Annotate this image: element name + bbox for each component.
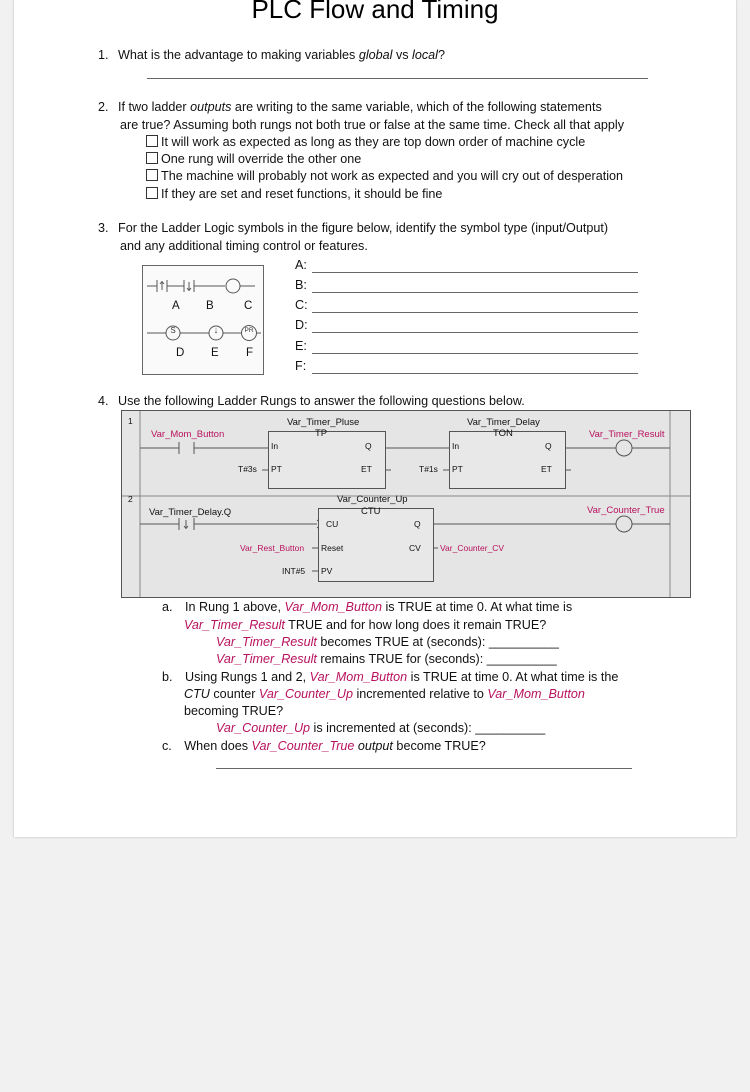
sub-question-c <box>162 738 486 755</box>
option-label: One rung will override the other one <box>161 152 362 166</box>
question-number: 1. <box>98 48 109 62</box>
tp-pin-et: ET <box>361 464 372 474</box>
option-label: It will work as expected as long as they are top down order of machine cycle <box>161 135 586 149</box>
label-f: F: <box>295 359 307 373</box>
var-counter-true-label: Var_Counter_True <box>587 505 665 516</box>
question-4 <box>98 393 525 411</box>
answer-line-a[interactable] <box>312 272 638 273</box>
tp-preset-value: T#3s <box>238 464 257 474</box>
ton-timer-block[interactable] <box>449 431 566 489</box>
question-number: 2. <box>98 100 109 114</box>
answer-line-b[interactable] <box>312 292 638 293</box>
sub-letter: c. <box>162 739 172 753</box>
page-title: PLC Flow and Timing <box>251 0 499 24</box>
tp-pin-q: Q <box>365 441 372 451</box>
label-c: C: <box>295 298 308 312</box>
var-ref: Var_Timer_Result <box>216 652 317 666</box>
answer-line-e[interactable] <box>312 353 638 354</box>
question-2 <box>98 99 602 117</box>
symbol-letter-a: A <box>172 300 180 312</box>
sub-text: Using Rungs 1 and 2, <box>185 670 310 684</box>
var-ref: Var_Timer_Result <box>216 635 317 649</box>
sub-text: is TRUE at time 0. At what time is the <box>407 670 619 684</box>
symbol-letter-b: B <box>206 300 214 312</box>
sub-question-a-line-2 <box>184 617 546 634</box>
var-mom-button-label: Var_Mom_Button <box>151 429 225 440</box>
checkbox[interactable] <box>146 135 158 147</box>
sub-text: TRUE and for how long does it remain TRUE? <box>284 618 547 632</box>
label-e: E: <box>295 339 307 353</box>
checkbox[interactable] <box>146 169 158 181</box>
sub-text: remains TRUE for (seconds): __________ <box>316 652 557 666</box>
ton-preset-value: T#1s <box>419 464 438 474</box>
question-text: vs <box>392 48 413 62</box>
question-text: are writing to the same variable, which of the following statements <box>231 100 602 114</box>
ton-pin-in: In <box>452 441 460 451</box>
ton-pin-pt: PT <box>452 464 463 474</box>
sub-question-b <box>162 669 618 686</box>
checkbox[interactable] <box>146 187 158 199</box>
answer-line-c[interactable] <box>216 768 632 769</box>
option-label: The machine will probably not work as expected and you will cry out of desperation <box>161 169 624 183</box>
question-text: Use the following Ladder Rungs to answer the following questions below. <box>118 394 525 408</box>
label-a: A: <box>295 258 307 272</box>
ctu-pin-pv: PV <box>321 566 333 576</box>
ctu-pin-q: Q <box>414 519 421 529</box>
sub-question-a <box>162 599 572 616</box>
var-ref: Var_Counter_Up <box>258 687 353 701</box>
answer-line-d[interactable] <box>312 332 638 333</box>
ctu-pin-cu: CU <box>326 519 339 529</box>
answer-line-c[interactable] <box>312 312 638 313</box>
symbol-letter-c: C <box>244 300 253 312</box>
sub-question-b-line-3: becoming TRUE? <box>184 704 284 718</box>
option-1[interactable] <box>146 134 585 152</box>
ctu-pin-cv: CV <box>409 543 421 553</box>
question-number: 3. <box>98 221 109 235</box>
var-ref: Var_Mom_Button <box>284 600 382 614</box>
var-ref: Var_Timer_Result <box>184 618 285 632</box>
symbols-svg <box>143 266 263 374</box>
label-b: B: <box>295 278 307 292</box>
sub-text: counter <box>209 687 259 701</box>
emphasis-outputs: outputs <box>190 100 232 114</box>
question-1 <box>98 47 445 65</box>
answer-line-f[interactable] <box>312 373 638 374</box>
tp-timer-block[interactable] <box>268 431 386 489</box>
answer-b-incremented[interactable] <box>216 720 545 737</box>
tp-timer-type: TP <box>315 428 328 439</box>
checkbox[interactable] <box>146 152 158 164</box>
var-counter-cv-label: Var_Counter_CV <box>440 543 505 553</box>
ton-pin-et: ET <box>541 464 552 474</box>
sub-letter: a. <box>162 600 173 614</box>
question-text: ? <box>437 48 445 62</box>
document-page <box>14 0 736 837</box>
tp-timer-name: Var_Timer_Pluse <box>287 417 360 428</box>
ctu-counter-name: Var_Counter_Up <box>337 494 408 505</box>
ctu-counter-type: CTU <box>361 506 381 517</box>
emphasis-output: output <box>357 739 393 753</box>
ton-timer-type: TON <box>493 428 513 439</box>
set-coil-symbol: S <box>170 326 176 335</box>
ctu-pin-reset: Reset <box>321 543 344 553</box>
ladder-symbols-figure <box>142 265 264 375</box>
var-rest-button-label: Var_Rest_Button <box>240 543 305 553</box>
sub-text: When does <box>184 739 252 753</box>
label-d: D: <box>295 318 308 332</box>
tp-pin-in: In <box>271 441 279 451</box>
answer-a-remains-true[interactable] <box>216 651 557 668</box>
sub-text: In Rung 1 above, <box>185 600 285 614</box>
falling-coil-symbol: ↓ <box>213 325 219 335</box>
pr-coil-symbol: PR <box>244 327 254 334</box>
answer-a-becomes-true[interactable] <box>216 634 559 651</box>
sub-text: incremented relative to <box>352 687 488 701</box>
sub-letter: b. <box>162 670 173 684</box>
rung-2-number: 2 <box>128 494 133 504</box>
symbol-letter-d: D <box>176 347 185 359</box>
symbol-letter-f: F <box>246 347 254 359</box>
emphasis-global: global <box>358 48 393 62</box>
question-3-line-2: and any additional timing control or features. <box>120 239 368 253</box>
rung-1-number: 1 <box>128 416 133 426</box>
option-2[interactable] <box>146 151 361 169</box>
var-ref: Var_Counter_Up <box>216 721 311 735</box>
var-timer-delay-q-label: Var_Timer_Delay.Q <box>149 507 232 518</box>
question-text: What is the advantage to making variables <box>118 48 359 62</box>
answer-line-1[interactable] <box>147 78 648 79</box>
ton-timer-name: Var_Timer_Delay <box>467 417 540 428</box>
question-text: If two ladder <box>118 100 191 114</box>
option-4[interactable] <box>146 186 442 204</box>
question-text: For the Ladder Logic symbols in the figure below, identify the symbol type (input/Output) <box>118 221 609 235</box>
option-label: If they are set and reset functions, it should be fine <box>161 187 443 201</box>
sub-text: is incremented at (seconds): __________ <box>310 721 546 735</box>
emphasis-ctu: CTU <box>184 687 210 701</box>
option-3[interactable] <box>146 168 623 186</box>
sub-text: become TRUE? <box>392 739 486 753</box>
symbol-letter-e: E <box>211 347 219 359</box>
question-2-line-2: are true? Assuming both rungs not both true or false at the same time. Check all that apply <box>120 118 625 132</box>
tp-pin-pt: PT <box>271 464 282 474</box>
var-ref: Var_Counter_True <box>251 739 355 753</box>
ton-pin-q: Q <box>545 441 552 451</box>
var-ref: Var_Mom_Button <box>487 687 585 701</box>
var-ref: Var_Mom_Button <box>309 670 408 684</box>
ctu-preset-value: INT#5 <box>282 566 306 576</box>
sub-text: is TRUE at time 0. At what time is <box>381 600 573 614</box>
sub-text: becomes TRUE at (seconds): __________ <box>316 635 559 649</box>
question-number: 4. <box>98 394 109 408</box>
var-timer-result-label: Var_Timer_Result <box>589 429 665 440</box>
question-3 <box>98 220 608 238</box>
sub-question-b-line-2 <box>184 686 585 703</box>
ladder-diagram <box>121 410 691 598</box>
emphasis-local: local <box>412 48 438 62</box>
